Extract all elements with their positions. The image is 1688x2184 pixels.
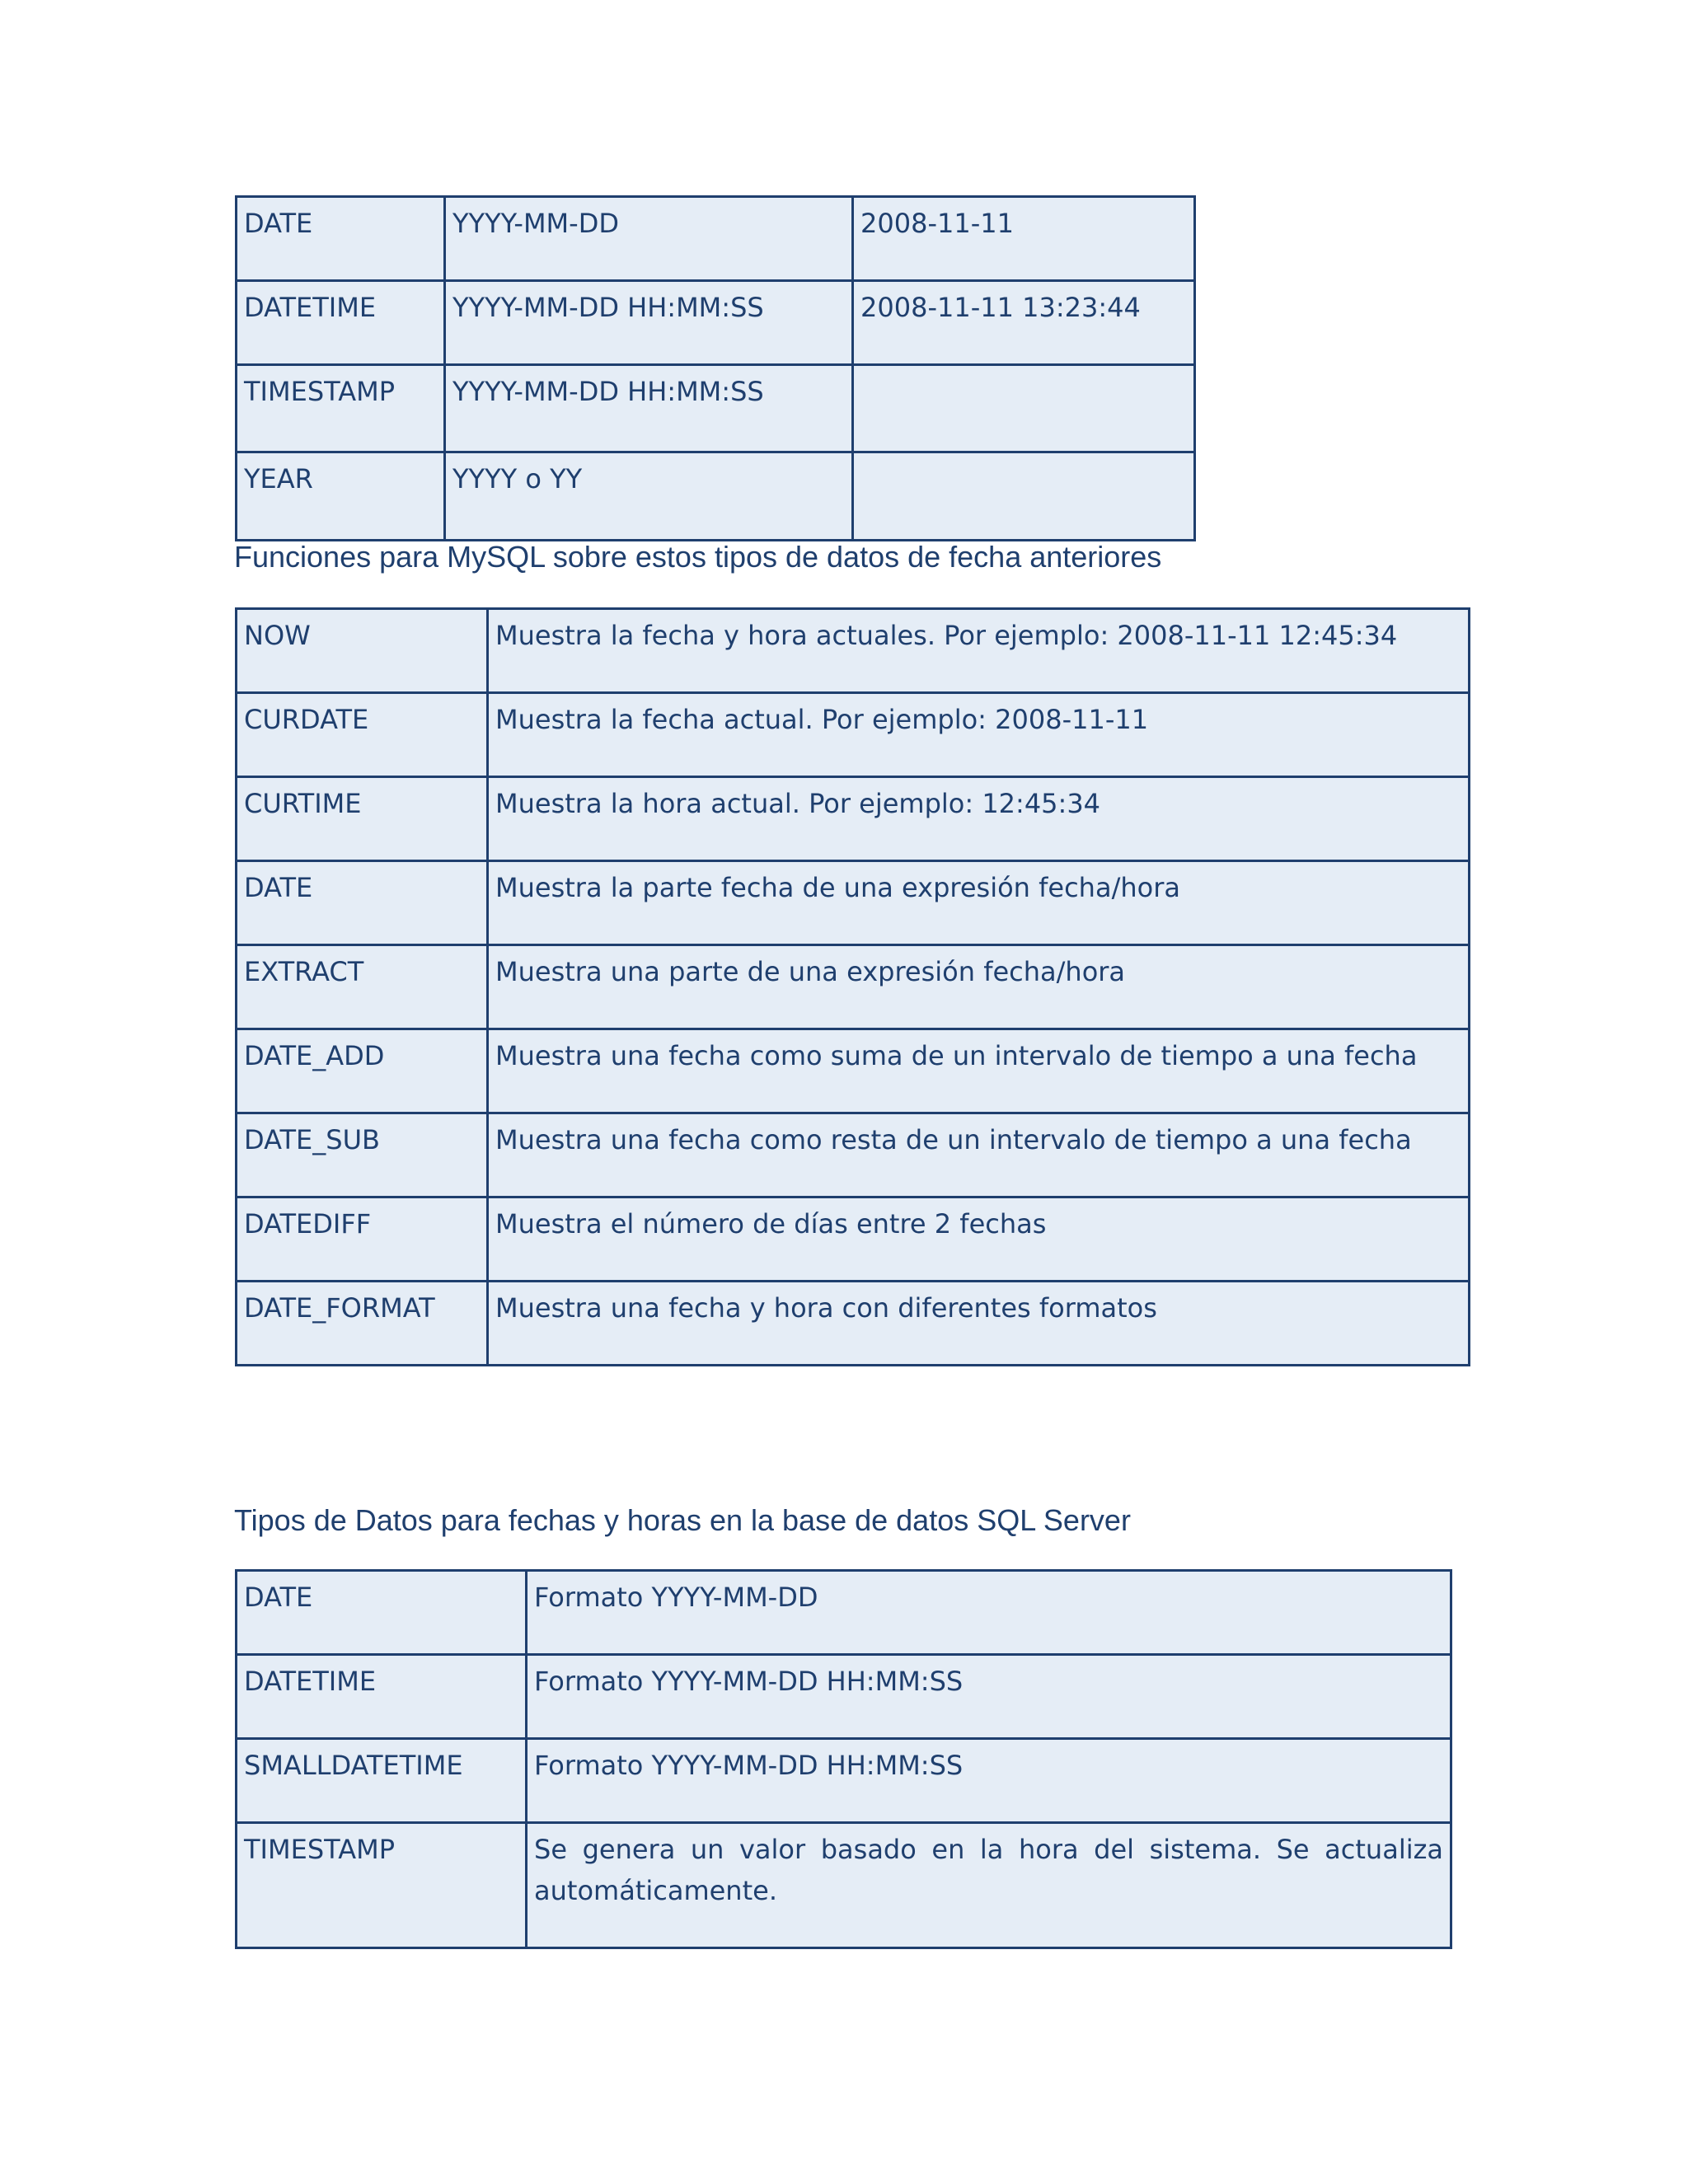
table-row — [237, 452, 1195, 541]
type-cell: TIMESTAMP — [237, 1823, 527, 1948]
function-name-cell: CURDATE — [237, 693, 488, 777]
table-row — [237, 945, 1470, 1029]
table-row — [237, 1282, 1470, 1366]
function-description-cell: Muestra la hora actual. Por ejemplo: 12:45:34 — [488, 777, 1470, 861]
type-cell: DATETIME — [237, 1655, 527, 1739]
type-cell: DATE — [237, 197, 445, 281]
format-cell: YYYY-MM-DD — [445, 197, 853, 281]
table-row — [237, 365, 1195, 452]
table-row — [237, 609, 1470, 693]
mysql-functions-caption: Funciones para MySQL sobre estos tipos de datos de fecha anteriores — [234, 540, 1162, 574]
type-cell: DATE — [237, 1571, 527, 1655]
type-description-cell: Formato YYYY-MM-DD — [527, 1571, 1451, 1655]
table-row — [237, 1197, 1470, 1282]
table-row — [237, 1655, 1451, 1739]
table-row — [237, 693, 1470, 777]
type-description-cell: Formato YYYY-MM-DD HH:MM:SS — [527, 1739, 1451, 1823]
function-description-cell: Muestra una fecha y hora con diferentes formatos — [488, 1282, 1470, 1366]
mysql-functions-table — [235, 607, 1470, 1366]
table-row — [237, 281, 1195, 365]
example-cell: 2008-11-11 — [853, 197, 1195, 281]
function-name-cell: DATE_ADD — [237, 1029, 488, 1113]
table-row — [237, 861, 1470, 945]
function-name-cell: EXTRACT — [237, 945, 488, 1029]
function-description-cell: Muestra una parte de una expresión fecha/hora — [488, 945, 1470, 1029]
function-description-cell: Muestra una fecha como resta de un intervalo de tiempo a una fecha — [488, 1113, 1470, 1197]
example-cell — [853, 452, 1195, 541]
table-row — [237, 1029, 1470, 1113]
type-description-cell: Se genera un valor basado en la hora del sistema. Se actualiza automáticamente. — [527, 1823, 1451, 1948]
function-name-cell: DATE_FORMAT — [237, 1282, 488, 1366]
format-cell: YYYY-MM-DD HH:MM:SS — [445, 281, 853, 365]
table-row — [237, 1571, 1451, 1655]
sqlserver-types-table — [235, 1569, 1452, 1949]
type-cell: YEAR — [237, 452, 445, 541]
type-cell: TIMESTAMP — [237, 365, 445, 452]
example-cell — [853, 365, 1195, 452]
type-cell: DATETIME — [237, 281, 445, 365]
function-name-cell: DATE — [237, 861, 488, 945]
example-cell: 2008-11-11 13:23:44 — [853, 281, 1195, 365]
type-cell: SMALLDATETIME — [237, 1739, 527, 1823]
function-description-cell: Muestra la fecha actual. Por ejemplo: 2008-11-11 — [488, 693, 1470, 777]
table-row — [237, 1113, 1470, 1197]
function-description-cell: Muestra el número de días entre 2 fechas — [488, 1197, 1470, 1282]
function-description-cell: Muestra la fecha y hora actuales. Por ejemplo: 2008-11-11 12:45:34 — [488, 609, 1470, 693]
sqlserver-types-caption: Tipos de Datos para fechas y horas en la base de datos SQL Server — [234, 1503, 1131, 1537]
function-name-cell: NOW — [237, 609, 488, 693]
format-cell: YYYY o YY — [445, 452, 853, 541]
date-types-table — [235, 195, 1196, 541]
function-name-cell: DATE_SUB — [237, 1113, 488, 1197]
function-name-cell: DATEDIFF — [237, 1197, 488, 1282]
function-description-cell: Muestra la parte fecha de una expresión fecha/hora — [488, 861, 1470, 945]
table-row — [237, 197, 1195, 281]
function-name-cell: CURTIME — [237, 777, 488, 861]
table-row — [237, 777, 1470, 861]
function-description-cell: Muestra una fecha como suma de un intervalo de tiempo a una fecha — [488, 1029, 1470, 1113]
type-description-cell: Formato YYYY-MM-DD HH:MM:SS — [527, 1655, 1451, 1739]
format-cell: YYYY-MM-DD HH:MM:SS — [445, 365, 853, 452]
table-row — [237, 1823, 1451, 1948]
table-row — [237, 1739, 1451, 1823]
